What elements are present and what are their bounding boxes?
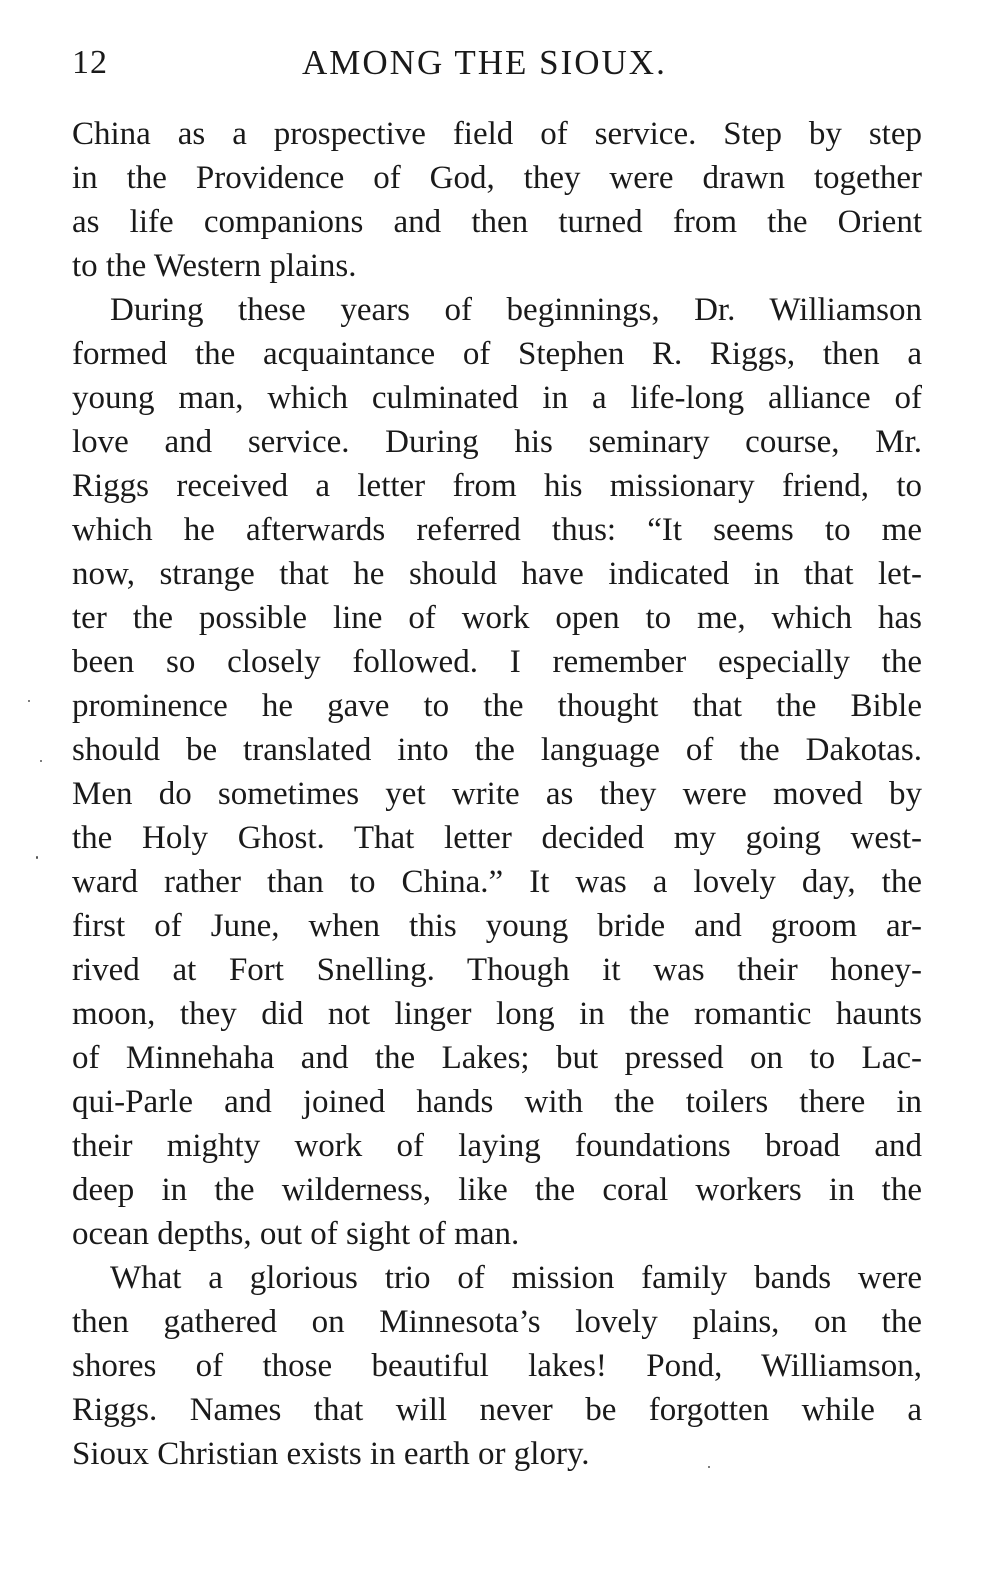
running-title: AMONG THE SIOUX.: [302, 43, 667, 82]
page-number: 12: [72, 44, 108, 81]
text-line: ocean depths, out of sight of man.: [72, 1216, 520, 1252]
text-line: to the Western plains.: [72, 248, 357, 284]
text-line: Sioux Christian exists in earth or glory.: [72, 1436, 590, 1472]
body-text: [72, 112, 922, 1476]
text-line: rived at Fort Snelling. Though it was their honey-: [72, 952, 922, 988]
page-header: [72, 38, 922, 88]
text-line: of Minnehaha and the Lakes; but pressed on to Lac-: [72, 1040, 922, 1076]
text-line: then gathered on Minnesota’s lovely plains, on the: [72, 1304, 922, 1340]
paragraph-2: [72, 288, 922, 1256]
text-line: What a glorious trio of mission family bands were: [110, 1260, 922, 1296]
paragraph-1: [72, 112, 922, 288]
scan-speck: [28, 700, 30, 702]
text-line: deep in the wilderness, like the coral workers in the: [72, 1172, 922, 1208]
text-line: Men do sometimes yet write as they were moved by: [72, 776, 922, 812]
text-line: been so closely followed. I remember especially the: [72, 644, 922, 680]
paragraph-3: [72, 1256, 922, 1476]
text-line: moon, they did not linger long in the romantic haunts: [72, 996, 922, 1032]
text-line: qui-Parle and joined hands with the toilers there in: [72, 1084, 922, 1120]
text-line: should be translated into the language of the Dakotas.: [72, 732, 922, 768]
scan-speck: [708, 1466, 710, 1468]
text-line: young man, which culminated in a life-long alliance of: [72, 380, 922, 416]
text-line: love and service. During his seminary course, Mr.: [72, 424, 922, 460]
text-line: now, strange that he should have indicated in that let-: [72, 556, 922, 592]
text-line: formed the acquaintance of Stephen R. Riggs, then a: [72, 336, 922, 372]
text-line: in the Providence of God, they were drawn together: [72, 160, 922, 196]
text-line: which he afterwards referred thus: “It seems to me: [72, 512, 922, 548]
text-line: the Holy Ghost. That letter decided my going west-: [72, 820, 922, 856]
scan-speck: [36, 856, 38, 859]
text-line: China as a prospective field of service. Step by step: [72, 116, 922, 152]
scan-speck: [40, 760, 42, 762]
text-line: prominence he gave to the thought that the Bible: [72, 688, 922, 724]
text-line: as life companions and then turned from the Orient: [72, 204, 922, 240]
text-line: During these years of beginnings, Dr. Williamson: [110, 292, 922, 328]
text-line: first of June, when this young bride and groom ar-: [72, 908, 922, 944]
text-line: ward rather than to China.” It was a lovely day, the: [72, 864, 922, 900]
text-line: Riggs received a letter from his missionary friend, to: [72, 468, 922, 504]
text-line: ter the possible line of work open to me, which has: [72, 600, 922, 636]
text-line: shores of those beautiful lakes! Pond, Williamson,: [72, 1348, 922, 1384]
text-line: Riggs. Names that will never be forgotten while a: [72, 1392, 922, 1428]
text-line: their mighty work of laying foundations broad and: [72, 1128, 922, 1164]
